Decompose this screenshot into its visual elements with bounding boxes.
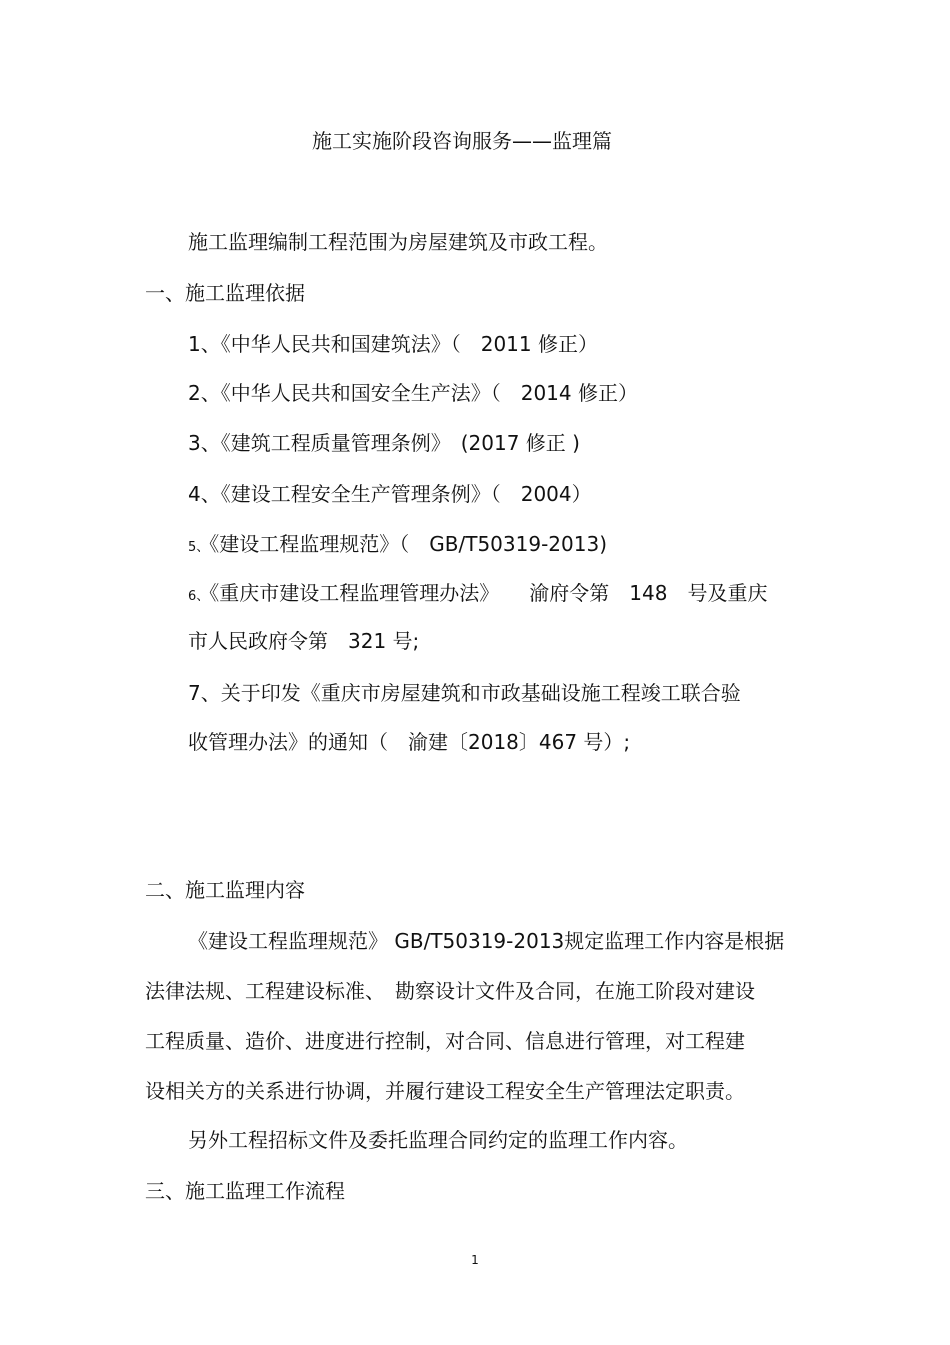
intro-paragraph: 施工监理编制工程范围为房屋建筑及市政工程。 (188, 230, 608, 254)
content-paragraph-line-2: 法律法规、工程建设标准、 勘察设计文件及合同，在施工阶段对建设 (145, 979, 755, 1003)
basis-item-1: 1、《中华人民共和国建筑法》（ 2011 修正） (188, 332, 598, 356)
section-3-heading: 三、施工监理工作流程 (145, 1179, 345, 1203)
basis-item-6-line-2: 市人民政府令第 321 号; (188, 629, 420, 653)
basis-item-6-line-1: 《重庆市建设工程监理管理办法》 渝府令第 148 号及重庆 (209, 581, 768, 605)
content-paragraph-line-4: 设相关方的关系进行协调，并履行建设工程安全生产管理法定职责。 (145, 1079, 745, 1103)
content-paragraph-line-1: 《建设工程监理规范》 GB/T50319-2013规定监理工作内容是根据 (188, 929, 785, 953)
basis-item-7-line-2: 收管理办法》的通知（ 渝建〔2018〕467 号）; (188, 730, 631, 754)
content-paragraph-line-3: 工程质量、造价、进度进行控制，对合同、信息进行管理，对工程建 (145, 1029, 745, 1053)
section-2-heading: 二、施工监理内容 (145, 878, 305, 902)
basis-item-3: 3、《建筑工程质量管理条例》 (2017 修正 ) (188, 431, 580, 455)
basis-item-5-number: 5、 (188, 540, 210, 555)
basis-item-5 (188, 531, 607, 561)
document-title: 施工实施阶段咨询服务——监理篇 (312, 129, 612, 153)
basis-item-4: 4、《建设工程安全生产管理条例》（ 2004） (188, 482, 592, 506)
basis-item-6 (188, 580, 767, 610)
basis-item-7-line-1: 7、关于印发《重庆市房屋建筑和市政基础设施工程竣工联合验 (188, 681, 741, 705)
basis-item-5-text: 《建设工程监理规范》（ GB/T50319-2013) (209, 532, 607, 556)
page-number: 1 (471, 1253, 479, 1267)
basis-item-6-number: 6、 (188, 589, 210, 604)
basis-item-2: 2、《中华人民共和国安全生产法》（ 2014 修正） (188, 381, 638, 405)
content-paragraph-2: 另外工程招标文件及委托监理合同约定的监理工作内容。 (188, 1128, 688, 1152)
section-1-heading: 一、施工监理依据 (145, 281, 305, 305)
